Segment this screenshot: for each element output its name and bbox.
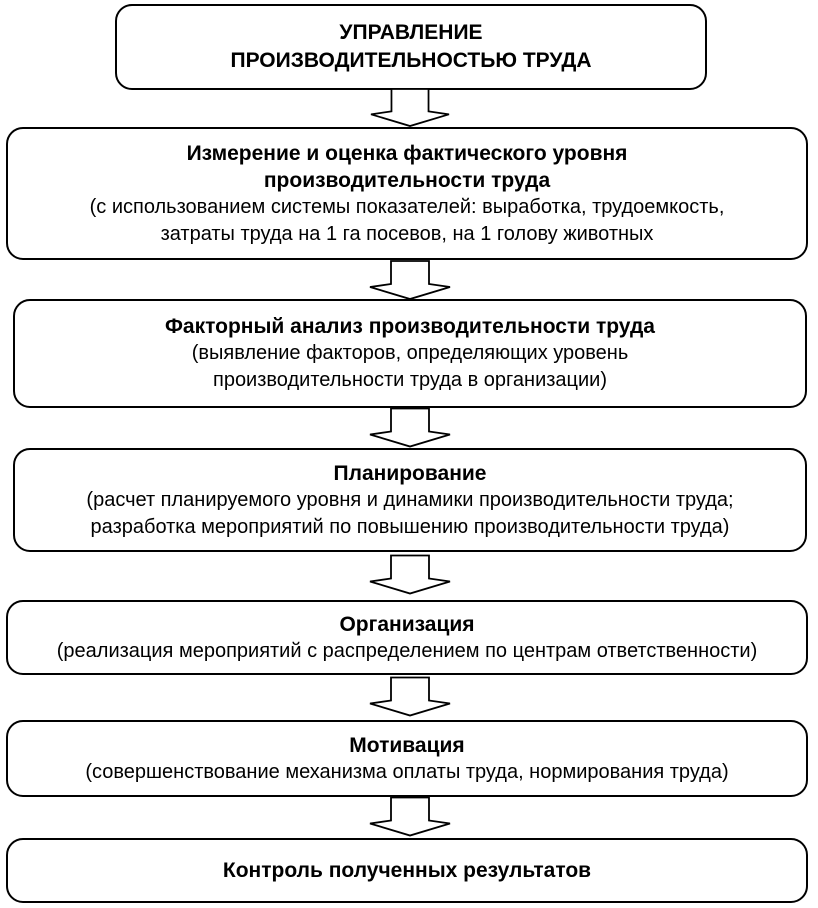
stage-description — [85, 759, 728, 786]
heading-line: Факторный анализ производительности труда — [165, 315, 655, 338]
description-line: (выявление факторов, определяющих уровень — [191, 342, 629, 364]
title-line: УПРАВЛЕНИЕ — [339, 21, 483, 44]
down-arrow-icon — [368, 407, 452, 448]
stage-description — [86, 487, 733, 541]
down-arrow-icon — [368, 88, 452, 127]
description-line: (совершенствование механизма оплаты труда, нормирования труда) — [85, 760, 729, 783]
description-line: (расчет планируемого уровня и динамики производительности труда; — [86, 488, 734, 511]
heading-line: Контроль полученных результатов — [222, 859, 592, 882]
stage-heading — [165, 313, 655, 340]
stage-description — [90, 194, 725, 248]
description-line: (с использованием системы показателей: выработка, трудоемкость, — [89, 195, 725, 218]
stage-box-factor-analysis — [13, 299, 807, 408]
stage-heading — [187, 140, 628, 194]
stage-description — [57, 638, 757, 665]
description-line: разработка мероприятий по повышению производительности труда) — [90, 515, 730, 538]
down-arrow-icon — [368, 796, 452, 837]
down-arrow-icon — [368, 674, 452, 719]
title-line: ПРОИЗВОДИТЕЛЬНОСТЬЮ ТРУДА — [230, 49, 592, 72]
heading-line: Измерение и оценка фактического уровня — [186, 141, 628, 165]
description-line: производительности труда в организации) — [212, 369, 607, 391]
description-line: затраты труда на 1 га посевов, на 1 голову животных — [160, 222, 654, 245]
heading-line: Мотивация — [349, 733, 465, 757]
stage-box-measurement — [6, 127, 808, 260]
heading-line: Организация — [339, 612, 475, 636]
title-box — [115, 4, 707, 90]
stage-box-organization — [6, 600, 808, 675]
stage-box-planning — [13, 448, 807, 552]
down-arrow-icon — [368, 551, 452, 598]
stage-heading — [349, 732, 464, 759]
heading-line: Планирование — [333, 461, 487, 485]
stage-description — [192, 340, 629, 394]
heading-line: производительности труда — [263, 168, 551, 192]
stage-box-control — [6, 838, 808, 903]
stage-heading — [339, 611, 474, 638]
stage-heading — [334, 460, 487, 487]
stage-box-motivation — [6, 720, 808, 797]
down-arrow-icon — [368, 260, 452, 300]
description-line: (реализация мероприятий с распределением по центрам ответственности) — [56, 639, 758, 662]
stage-heading — [223, 857, 591, 884]
